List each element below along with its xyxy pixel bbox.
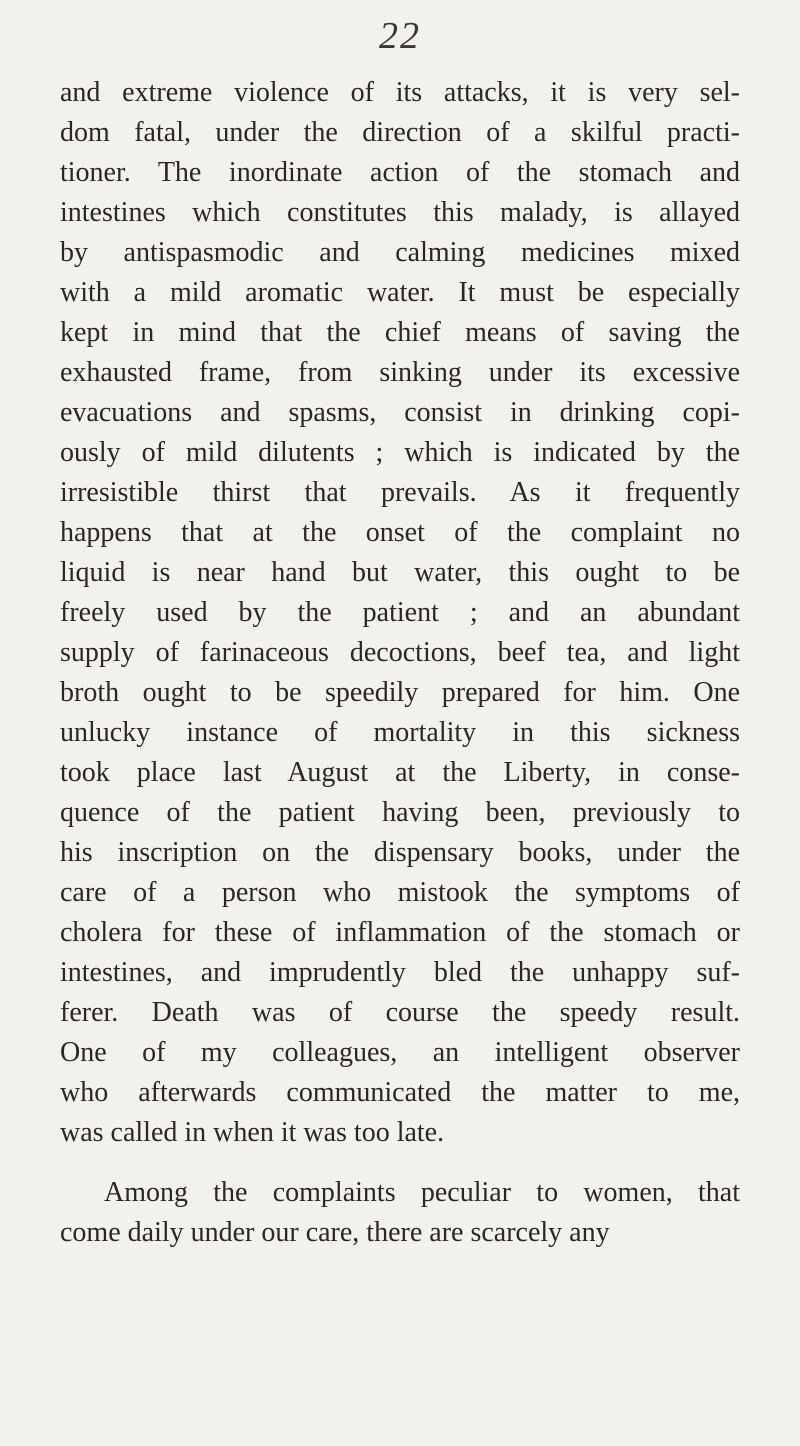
text-line: liquid is near hand but water, this ought to be — [60, 557, 740, 588]
text-line: care of a person who mistook the symptoms of — [60, 877, 740, 908]
text-line: with a mild aromatic water. It must be especially — [60, 277, 740, 308]
page-number: 22 — [379, 15, 421, 57]
text-line: irresistible thirst that prevails. As it frequently — [60, 477, 740, 508]
text-line: supply of farinaceous decoctions, beef tea, and light — [60, 637, 740, 668]
text-line: cholera for these of inflammation of the stomach or — [60, 917, 740, 948]
text-line: intestines which constitutes this malady, is allayed — [60, 197, 740, 228]
text-line: broth ought to be speedily prepared for him. One — [60, 677, 740, 708]
text-line: evacuations and spasms, consist in drinking copi- — [60, 397, 740, 428]
text-line: tioner. The inordinate action of the stomach and — [60, 157, 740, 188]
text-line: by antispasmodic and calming medicines mixed — [60, 237, 740, 268]
text-line: dom fatal, under the direction of a skilful practi- — [60, 117, 740, 148]
text-line: and extreme violence of its attacks, it is very sel- — [60, 77, 740, 108]
text-line: exhausted frame, from sinking under its excessive — [60, 357, 740, 388]
text-line: was called in when it was too late. — [60, 1117, 445, 1148]
text-line: intestines, and imprudently bled the unhappy suf- — [60, 957, 740, 988]
text-line: took place last August at the Liberty, in conse- — [60, 757, 740, 788]
text-line: his inscription on the dispensary books, under the — [60, 837, 740, 868]
text-line: ously of mild dilutents ; which is indicated by the — [60, 437, 740, 468]
text-line: happens that at the onset of the complaint no — [60, 517, 740, 548]
text-line: unlucky instance of mortality in this sickness — [60, 717, 740, 748]
text-line: kept in mind that the chief means of saving the — [60, 317, 740, 348]
text-line: freely used by the patient ; and an abundant — [60, 597, 740, 628]
text-line: come daily under our care, there are scarcely any — [60, 1217, 610, 1248]
text-line: Among the complaints peculiar to women, that — [104, 1177, 740, 1208]
text-line: ferer. Death was of course the speedy result. — [60, 997, 740, 1028]
text-line: who afterwards communicated the matter to me, — [60, 1077, 740, 1108]
text-line: quence of the patient having been, previously to — [60, 797, 740, 828]
text-line: One of my colleagues, an intelligent observer — [60, 1037, 740, 1068]
